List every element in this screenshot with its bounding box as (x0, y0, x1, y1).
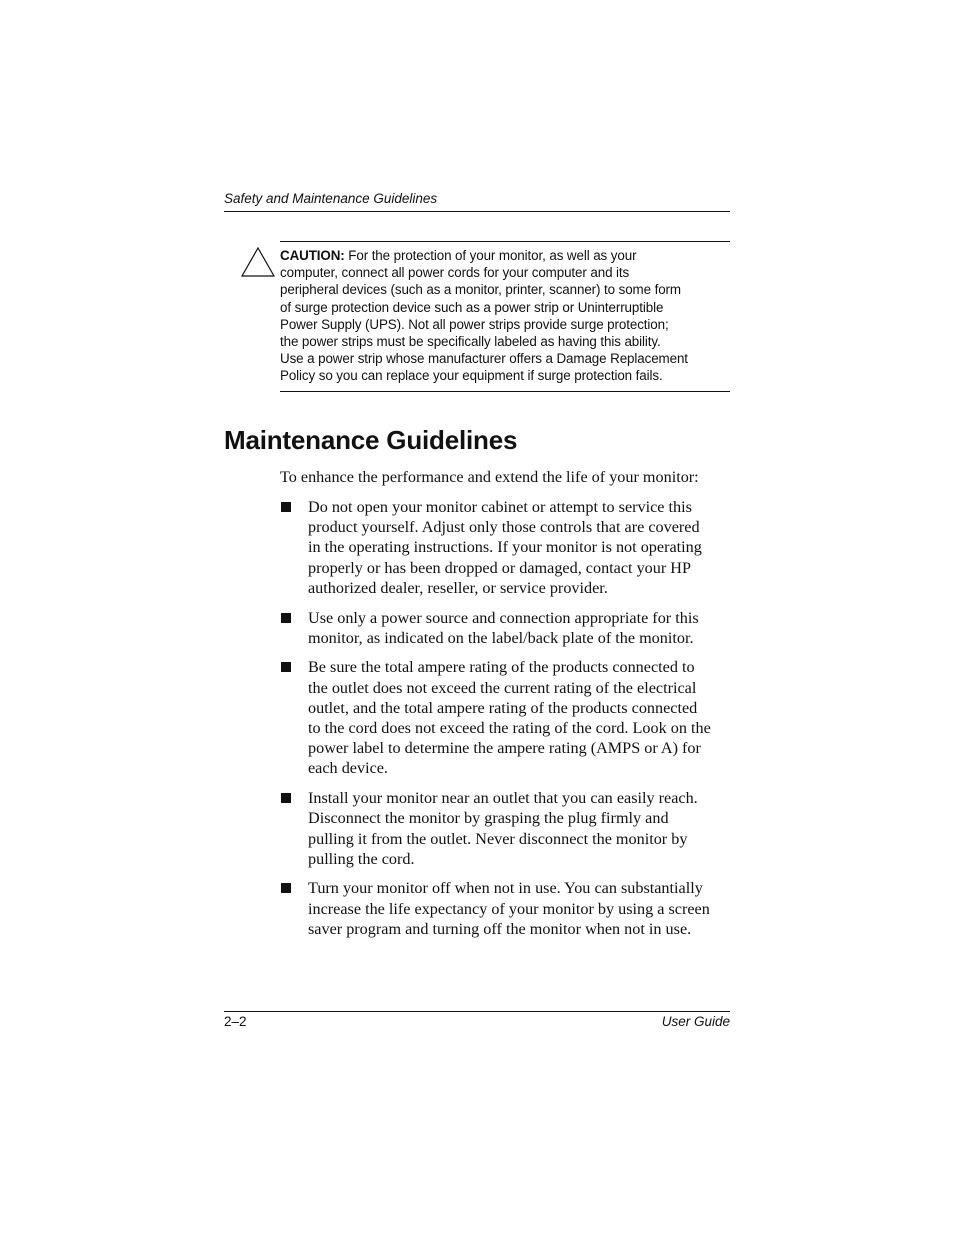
list-item-line: increase the life expectancy of your monitor by using a screen (308, 899, 710, 918)
list-item (280, 497, 732, 598)
square-bullet-icon (281, 613, 291, 623)
list-item-line: pulling the cord. (308, 849, 415, 868)
caution-triangle-icon (240, 246, 276, 278)
footer-rule (224, 1011, 730, 1012)
square-bullet-icon (281, 502, 291, 512)
guideline-list (280, 497, 732, 949)
intro-paragraph: To enhance the performance and extend the life of your monitor: (280, 468, 699, 486)
list-item-line: outlet, and the total ampere rating of the products connected (308, 698, 698, 717)
list-item-line: Use only a power source and connection appropriate for this (308, 608, 699, 627)
list-item (280, 788, 732, 869)
list-item-line: Disconnect the monitor by grasping the plug firmly and (308, 809, 669, 828)
section-heading: Maintenance Guidelines (224, 425, 518, 455)
caution-label: CAUTION: (280, 248, 345, 263)
caution-note (280, 247, 700, 385)
list-item (280, 878, 732, 939)
list-item-line: each device. (308, 759, 388, 778)
header-rule (224, 211, 730, 212)
list-item-line: properly or has been dropped or damaged, contact your HP (308, 558, 691, 577)
running-header-title: Safety and Maintenance Guidelines (224, 191, 438, 206)
square-bullet-icon (281, 793, 291, 803)
caution-line: Policy so you can replace your equipment if surge protection fails. (280, 368, 663, 384)
list-item (280, 657, 732, 778)
list-item-line: in the operating instructions. If your monitor is not operating (308, 538, 702, 557)
caution-line: Use a power strip whose manufacturer offers a Damage Replacement (280, 351, 688, 367)
list-item-line: power label to determine the ampere rating (AMPS or A) for (308, 739, 701, 758)
caution-bottom-rule (280, 391, 730, 392)
caution-line: Power Supply (UPS). Not all power strips provide surge protection; (280, 316, 669, 332)
list-item-line: the outlet does not exceed the current rating of the electrical (308, 678, 697, 697)
list-item-line: Install your monitor near an outlet that you can easily reach. (308, 789, 698, 808)
list-item (280, 608, 732, 648)
list-item-line: Turn your monitor off when not in use. You can substantially (308, 879, 703, 898)
caution-line: the power strips must be specifically labeled as having this ability. (280, 334, 661, 350)
list-item-line: authorized dealer, reseller, or service provider. (308, 578, 608, 597)
list-item-line: saver program and turning off the monitor when not in use. (308, 919, 692, 938)
list-item-line: Be sure the total ampere rating of the products connected to (308, 658, 695, 677)
caution-line: computer, connect all power cords for your computer and its (280, 265, 630, 281)
square-bullet-icon (281, 662, 291, 672)
list-item-line: monitor, as indicated on the label/back plate of the monitor. (308, 628, 694, 647)
list-item-line: Do not open your monitor cabinet or attempt to service this (308, 498, 692, 516)
square-bullet-icon (281, 883, 291, 893)
caution-line: of surge protection device such as a power strip or Uninterruptible (280, 299, 664, 315)
caution-line: For the protection of your monitor, as well as your (348, 248, 637, 263)
list-item-line: product yourself. Adjust only those controls that are covered (308, 518, 700, 537)
caution-top-rule (280, 241, 730, 242)
list-item-line: to the cord does not exceed the rating of the cord. Look on the (308, 719, 711, 738)
book-title: User Guide (661, 1014, 730, 1029)
caution-line: peripheral devices (such as a monitor, printer, scanner) to some form (280, 282, 681, 298)
page-number: 2–2 (224, 1014, 247, 1029)
list-item-line: pulling it from the outlet. Never disconnect the monitor by (308, 829, 688, 848)
